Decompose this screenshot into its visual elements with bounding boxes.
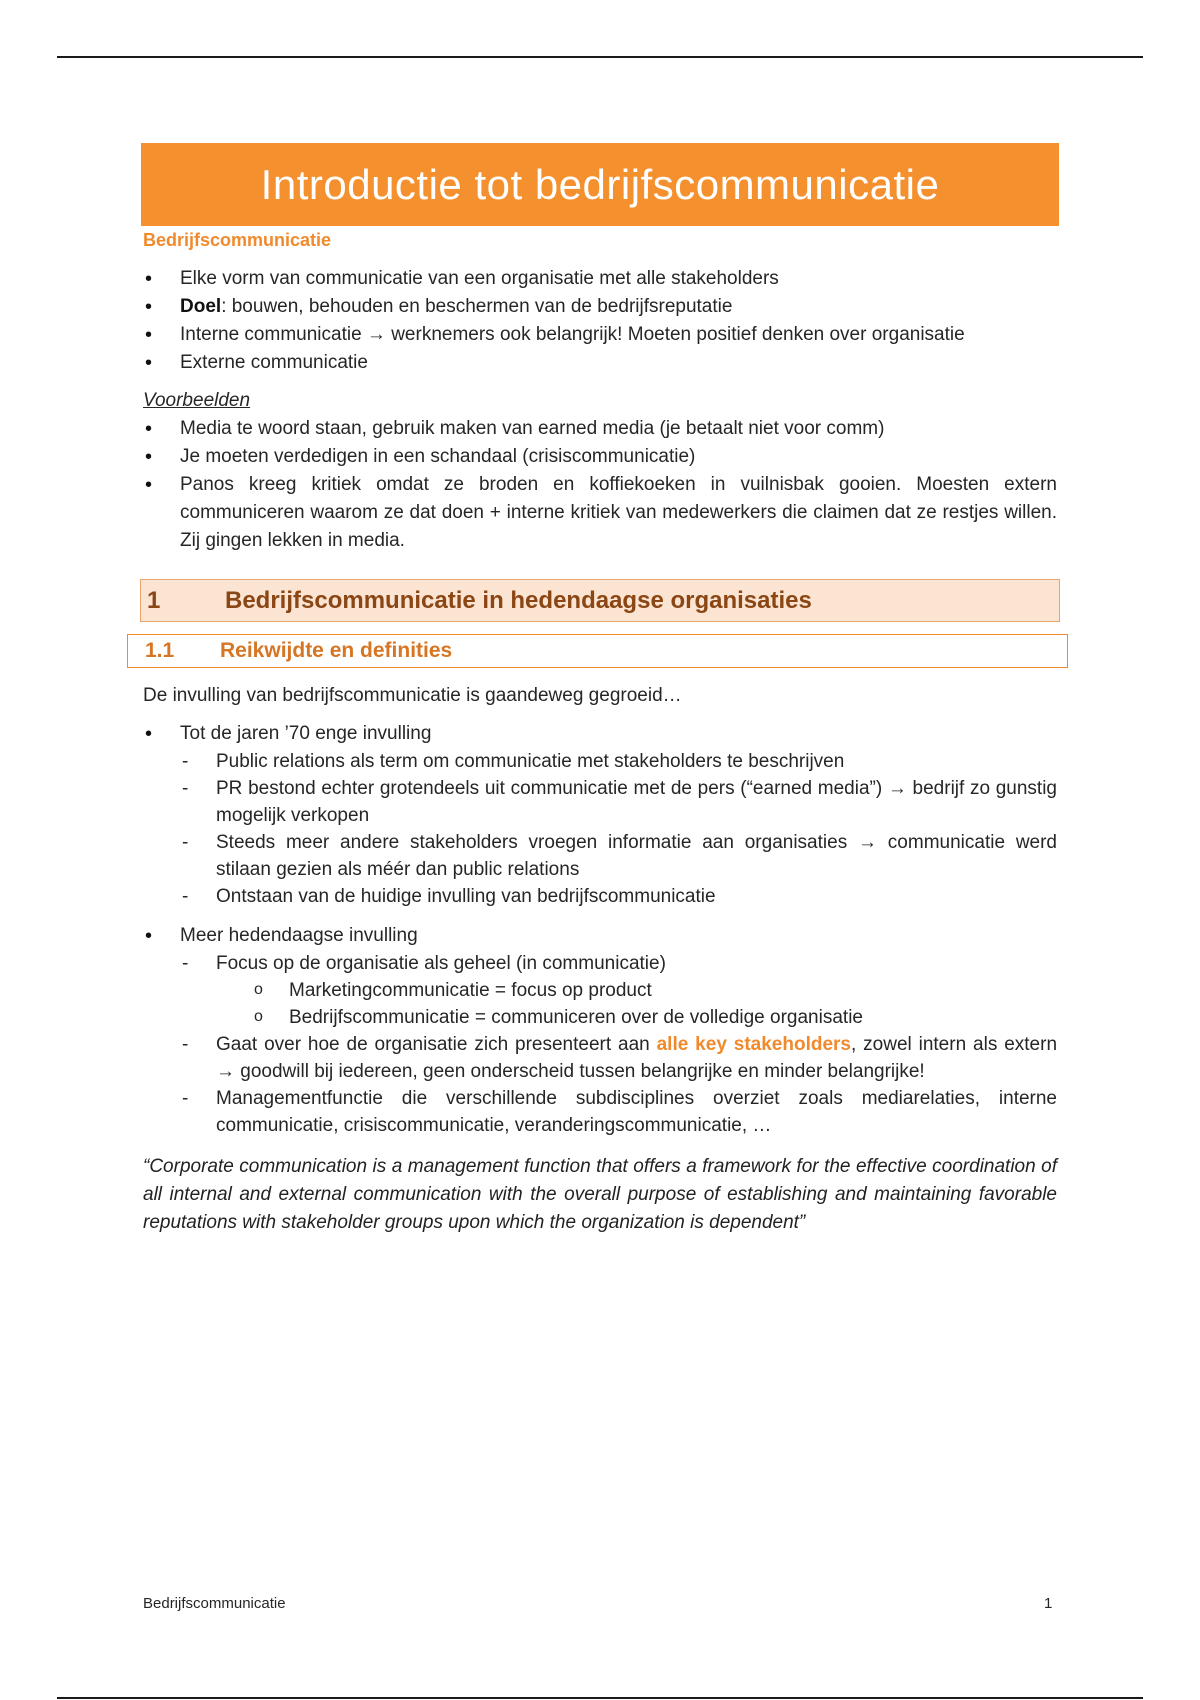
list-item: • Media te woord staan, gebruik maken van earned media (je betaalt niet voor comm) bbox=[143, 415, 1057, 443]
list-item: • Je moeten verdedigen in een schandaal (crisiscommunicatie) bbox=[143, 443, 1057, 471]
intro-heading: Bedrijfscommunicatie bbox=[143, 230, 332, 250]
list-item: - Steeds meer andere stakeholders vroegen informatie aan organisaties → communicatie werd stilaan gezien als méér dan public relations bbox=[180, 829, 1057, 883]
list-item: • Interne communicatie → werknemers ook belangrijk! Moeten positief denken over organisatie bbox=[143, 321, 1057, 349]
list-item: - Focus op de organisatie als geheel (in communicatie) o Marketingcommunicatie = focus op product o Bedrijfscommunicatie = communiceren over de volledige organisatie bbox=[180, 950, 1057, 1031]
list-item: - Gaat over hoe de organisatie zich presenteert aan alle key stakeholders, zowel intern als extern → goodwill bij iedereen, geen onderscheid tussen belangrijke en minder belangrijke! bbox=[180, 1031, 1057, 1085]
examples-list bbox=[143, 415, 1057, 555]
list-item: - PR bestond echter grotendeels uit communicatie met de pers (“earned media”) → bedrijf zo gunstig mogelijk verkopen bbox=[180, 775, 1057, 829]
list-item bbox=[143, 922, 1057, 1139]
intro-bullet-list bbox=[143, 265, 1057, 377]
page-number: 1 bbox=[1044, 1595, 1053, 1612]
bottom-rule bbox=[57, 1697, 1143, 1699]
list-item: - Managementfunctie die verschillende subdisciplines overziet zoals mediarelaties, interne communicatie, crisiscommunicatie, veranderingscommunicatie, … bbox=[180, 1085, 1057, 1139]
era-label: Meer hedendaagse invulling bbox=[180, 925, 418, 946]
highlight-text: alle key stakeholders bbox=[656, 1034, 851, 1055]
era-label: Tot de jaren ’70 enge invulling bbox=[180, 723, 432, 744]
definition-quote: “Corporate communication is a management function that offers a framework for the effective coordination of all internal and external communication with the overall purpose of establishing and maintaining favorable reputations with stakeholder groups upon which the organization is dependent” bbox=[143, 1156, 1057, 1233]
section-1-heading bbox=[140, 579, 1060, 622]
list-item: • Externe communicatie bbox=[143, 349, 1057, 377]
section-1-1-heading bbox=[127, 634, 1068, 668]
list-item bbox=[143, 720, 1057, 910]
lead-paragraph: De invulling van bedrijfscommunicatie is gaandeweg gegroeid… bbox=[143, 685, 682, 706]
top-rule bbox=[57, 56, 1143, 58]
list-item: o Bedrijfscommunicatie = communiceren over de volledige organisatie bbox=[216, 1004, 1057, 1031]
examples-label: Voorbeelden bbox=[143, 390, 251, 411]
list-item: - Public relations als term om communicatie met stakeholders te beschrijven bbox=[180, 748, 1057, 775]
section-title: Reikwijdte en definities bbox=[220, 639, 453, 662]
document-title: Introductie tot bedrijfscommunicatie bbox=[141, 143, 1059, 226]
list-item: • Panos kreeg kritiek omdat ze broden en koffiekoeken in vuilnisbak gooien. Moesten extern communiceren waarom ze dat doen + interne kritiek van medewerkers die claimen dat ze restjes willen. Zij gingen lekken in media. bbox=[143, 471, 1057, 555]
page-content bbox=[143, 143, 1057, 1237]
focus-sublist bbox=[180, 977, 1057, 1031]
list-item: • Doel: bouwen, behouden en beschermen van de bedrijfsreputatie bbox=[143, 293, 1057, 321]
list-item: • Elke vorm van communicatie van een organisatie met alle stakeholders bbox=[143, 265, 1057, 293]
era2-sublist bbox=[143, 950, 1057, 1139]
era-list-2 bbox=[143, 922, 1057, 1139]
section-title: Bedrijfscommunicatie in hedendaagse organisaties bbox=[225, 586, 812, 614]
footer-title: Bedrijfscommunicatie bbox=[143, 1595, 286, 1612]
era-list-1 bbox=[143, 720, 1057, 910]
list-item: o Marketingcommunicatie = focus op product bbox=[216, 977, 1057, 1004]
list-item: - Ontstaan van de huidige invulling van bedrijfscommunicatie bbox=[180, 883, 1057, 910]
section-number: 1.1 bbox=[145, 639, 175, 662]
era1-sublist bbox=[143, 748, 1057, 910]
section-number: 1 bbox=[147, 586, 161, 614]
